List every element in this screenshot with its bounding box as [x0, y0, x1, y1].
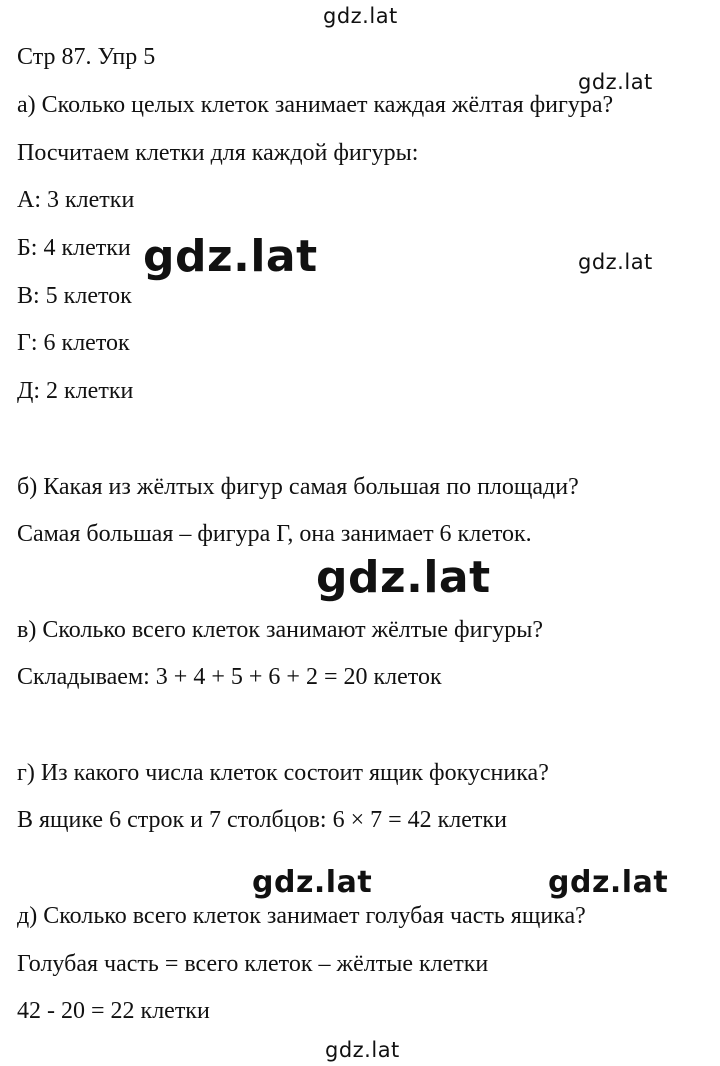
answer-a-figure-g: Г: 6 клеток	[17, 330, 130, 356]
watermark-right-upper: gdz.lat	[578, 70, 653, 94]
answer-d-formula: Голубая часть = всего клеток – жёлтые клетки	[17, 951, 489, 977]
watermark-lower-right: gdz.lat	[548, 865, 669, 900]
answer-a-figure-v: В: 5 клеток	[17, 283, 132, 309]
watermark-large-center: gdz.lat	[316, 552, 491, 603]
question-a: а) Сколько целых клеток занимает каждая жёлтая фигура?	[17, 92, 614, 118]
watermark-top: gdz.lat	[323, 4, 398, 28]
answer-b: Самая большая – фигура Г, она занимает 6 клеток.	[17, 521, 532, 547]
watermark-large-left: gdz.lat	[143, 231, 318, 282]
question-v: в) Сколько всего клеток занимают жёлтые фигуры?	[17, 617, 544, 643]
answer-a-figure-b: Б: 4 клетки	[17, 235, 131, 261]
answer-a-figure-a: А: 3 клетки	[17, 187, 135, 213]
answer-a-intro: Посчитаем клетки для каждой фигуры:	[17, 140, 419, 166]
page-title: Стр 87. Упр 5	[17, 44, 156, 70]
question-g: г) Из какого числа клеток состоит ящик фокусника?	[17, 760, 549, 786]
question-d: д) Сколько всего клеток занимает голубая часть ящика?	[17, 903, 586, 929]
question-b: б) Какая из жёлтых фигур самая большая по площади?	[17, 474, 579, 500]
answer-v: Складываем: 3 + 4 + 5 + 6 + 2 = 20 клеток	[17, 664, 442, 690]
watermark-right-middle: gdz.lat	[578, 250, 653, 274]
answer-a-figure-d: Д: 2 клетки	[17, 378, 134, 404]
answer-g: В ящике 6 строк и 7 столбцов: 6 × 7 = 42 клетки	[17, 807, 507, 833]
answer-d-result: 42 - 20 = 22 клетки	[17, 998, 210, 1024]
watermark-lower-left: gdz.lat	[252, 865, 373, 900]
watermark-bottom: gdz.lat	[325, 1038, 400, 1062]
